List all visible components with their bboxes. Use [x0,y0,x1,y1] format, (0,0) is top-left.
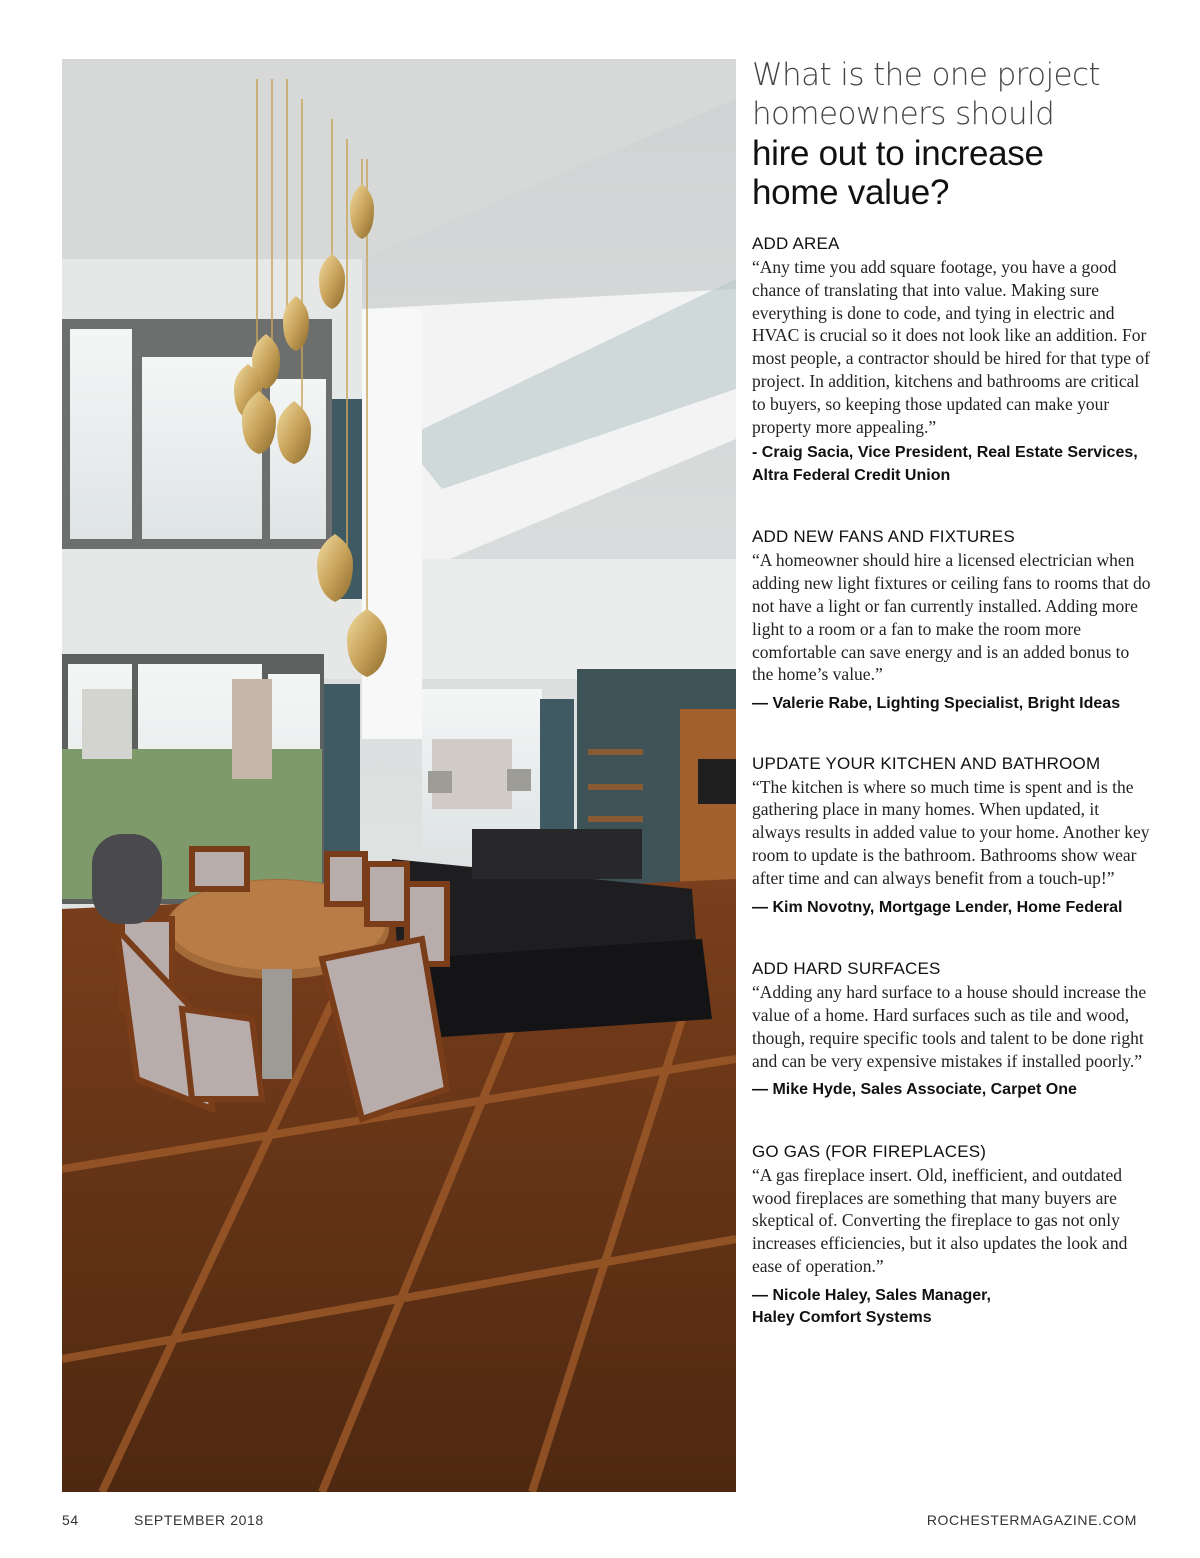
headline-light-line-2: homeowners should [752,96,1055,132]
section-attribution: — Mike Hyde, Sales Associate, Carpet One [752,1081,1077,1099]
section-attribution: — Valerie Rabe, Lighting Specialist, Bright Ideas [752,695,1121,713]
section-attribution: — Nicole Haley, Sales Manager, Haley Comfort Systems [752,1286,991,1327]
section-quote: “Any time you add square footage, you have a good chance of translating that into value. Making sure everything is done to code, and tying in electric and HVAC is crucial so it does not look like an addition. For most people, a contractor should be hired for that type of project. In addition, kitchens and bathrooms are critical to buyers, so keeping those updated can make your property more appealing.” [752,257,1151,437]
section-title: ADD NEW FANS AND FIXTURES [752,527,1015,547]
section-add-area [752,234,1152,487]
section-title: GO GAS (FOR FIREPLACES) [752,1141,987,1161]
section-attribution: — Kim Novotny, Mortgage Lender, Home Federal [752,898,1123,916]
section-quote: “A homeowner should hire a licensed electrician when adding new light fixtures or ceiling fans to rooms that do not have a light or fan currently installed. Adding more light to a room or a fan to make the room more comfortable can save energy and is an added bonus to the home’s value.” [752,550,1151,685]
section-quote: “The kitchen is where so much time is spent and is the gathering place in many homes. When updated, it always results in added value to your home. Another key room to update is the bathroom. Bathrooms show wear after time and can always benefit from a touch-up!” [752,776,1150,888]
headline-bold-line-1: hire out to increase [752,134,1044,173]
headline-bold-line-2: home value? [752,173,950,212]
section-hard-surfaces [752,959,1152,1102]
section-title: ADD AREA [752,234,840,253]
website-url: ROCHESTERMAGAZINE.COM [926,1512,1137,1528]
section-quote: “A gas fireplace insert. Old, inefficient, and outdated wood fireplaces are something that many buyers are skeptical of. Converting the fireplace to gas not only increases efficiencies, but it also updates the look and ease of operation.” [752,1164,1128,1277]
section-gas-fireplaces [752,1142,1152,1330]
section-fans-fixtures [752,527,1152,715]
section-title: ADD HARD SURFACES [752,959,941,979]
headline [752,56,1152,212]
interior-photo [62,59,736,1492]
section-kitchen-bathroom [752,754,1152,919]
section-quote: “Adding any hard surface to a house should increase the value of a home. Hard surfaces such as tile and wood, though, require specific tools and talent to be done right and can be very expensive mistakes if installed poorly.” [752,982,1147,1071]
issue-date: SEPTEMBER 2018 [134,1512,264,1528]
section-attribution: - Craig Sacia, Vice President, Real Estate Services, Altra Federal Credit Union [752,444,1138,484]
section-title: UPDATE YOUR KITCHEN AND BATHROOM [752,753,1101,773]
article-column [752,56,1152,1330]
page-number: 54 [62,1512,79,1528]
headline-light-line-1: What is the one project [752,57,1100,93]
